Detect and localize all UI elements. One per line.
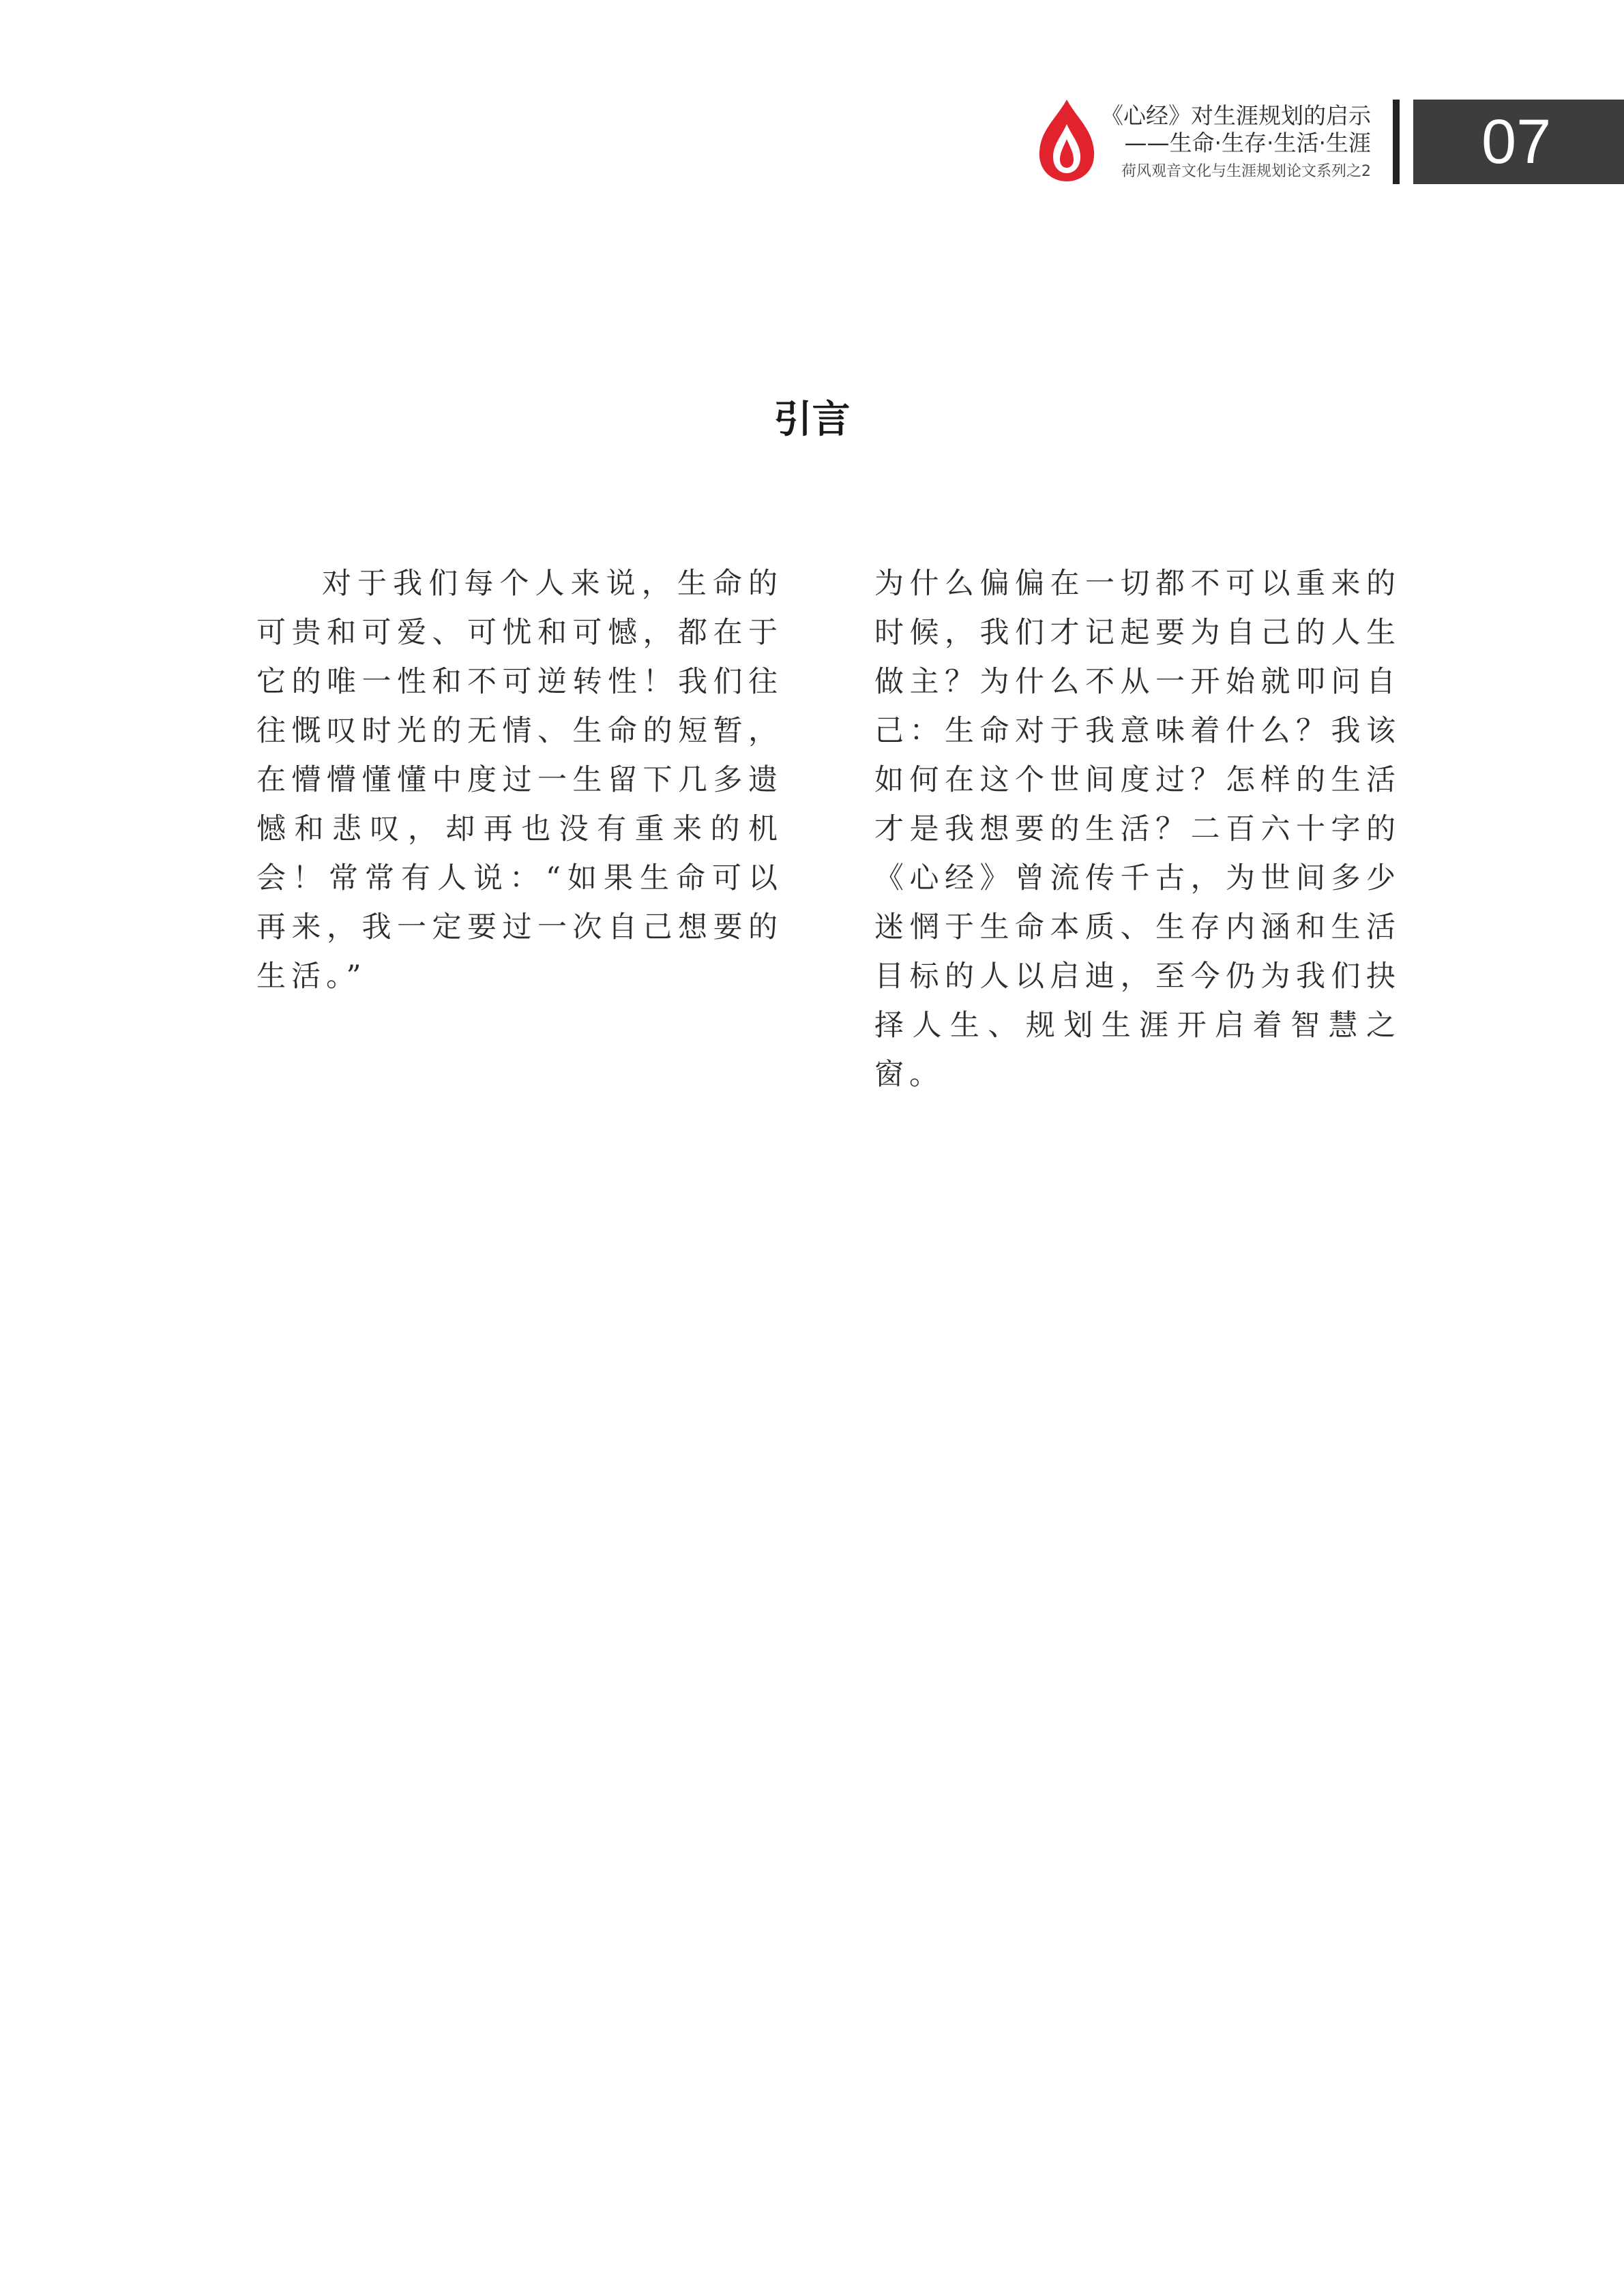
running-header [1091, 102, 1371, 183]
body-paragraph-right: 为什么偏偏在一切都不可以重来的时候，我们才记起要为自己的人生做主？为什么不从一开始就叩问自己：生命对于我意味着什么？我该如何在这个世间度过？怎样的生活才是我想要的生活？二百六十字的《心经》曾流传千古，为世间多少迷惘于生命本质、生存内涵和生活目标的人以启迪，至今仍为我们抉择人生、规划生涯开启着智慧之窗。 [874, 567, 1401, 1092]
page-number: 07 [1413, 100, 1624, 184]
section-title: 引言 [773, 398, 851, 442]
header-subtitle: ——生命·生存·生活·生涯 [1124, 130, 1371, 156]
body-paragraph-left: 对于我们每个人来说，生命的可贵和可爱、可忧和可憾，都在于它的唯一性和不可逆转性！我们往往慨叹时光的无情、生命的短暂，在懵懵懂懂中度过一生留下几多遗憾和悲叹，却再也没有重来的机会！常常有人说：“如果生命可以再来，我一定要过一次自己想要的生活。” [256, 567, 783, 994]
header-title: 《心经》对生涯规划的启示 [1101, 102, 1371, 129]
header-divider [1393, 100, 1400, 184]
header-series: 荷风观音文化与生涯规划论文系列之2 [1121, 163, 1371, 180]
